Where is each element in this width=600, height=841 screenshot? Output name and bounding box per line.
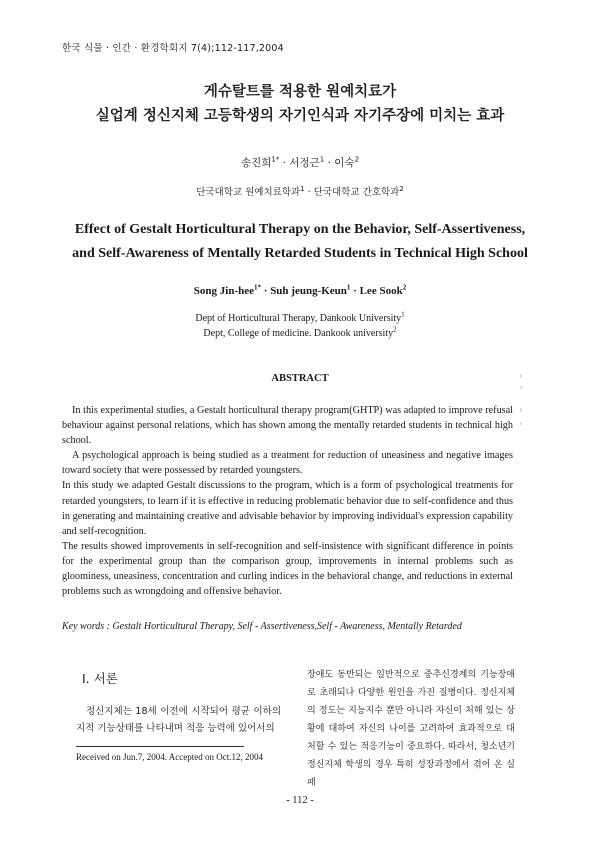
korean-title-line-1: 게슈탈트를 적용한 원예치료가 [203,84,397,100]
affiliation-mark: 1 [300,184,305,193]
abstract-paragraph: In this study we adapted Gestalt discussions to the program, which is a form of psychological treatments for retarded youngsters, to learn if it is effective in reducing problematic behavior due to self-confidence and thus in generating and maintaining creative and advisable behavior by improving individual's expression capability and self-recognition. [62,480,513,537]
author-name: Suh jeung-Keun [270,285,347,297]
author-affiliation-mark: 2 [402,283,407,292]
english-title-line-2: and Self-Awareness of Mentally Retarded Students in Technical High School [72,246,528,261]
english-affiliation-1 [0,310,600,324]
abstract-paragraph: The results showed improvements in self-recognition and self-insistence with significant difference in points for the experimental group than the comparison group, improvements in internal problems such as gloominess, uneasiness, concentration and curling indices in the behavioral change, and reductions in external problems such as wrongdoing and offensive behavior. [62,540,513,598]
keywords: Key words : Gestalt Horticultural Therapy, Self - Assertiveness,Self - Awareness, Mentally Retarded [62,621,462,632]
section-heading-introduction: Ⅰ. 서론 [82,671,118,686]
english-title-line-1: Effect of Gestalt Horticultural Therapy on the Behavior, Self-Assertiveness, [74,222,526,237]
korean-title-line-2: 실업계 정신지체 고등학생의 자기인식과 자기주장에 미치는 효과 [95,108,505,124]
author-name: 서정근 [289,157,320,169]
author-separator: · [350,285,360,297]
received-footnote: Received on Jun.7, 2004. Accepted on Oct.12, 2004 [76,752,263,762]
korean-affiliations [0,184,600,198]
affiliation-separator: · [304,187,314,198]
affiliation-mark: 2 [393,325,397,334]
affiliation: Dept of Horticultural Therapy, Dankook University [195,313,402,324]
korean-authors [0,155,600,170]
affiliation: 단국대학교 원예치료학과 [196,187,301,198]
author-affiliation-mark: 1* [271,155,280,164]
author-affiliation-mark: 1 [319,155,325,164]
abstract-paragraph: In this experimental studies, a Gestalt horticultural therapy program(GHTP) was adapted to improve refusal behaviour against personal relations, which has shown among the mentally retarded students in technical high school. [62,405,513,447]
author-separator: · [279,157,290,169]
author-affiliation-mark: 1* [254,283,262,292]
author-name: 송진희 [240,157,272,169]
author-separator: · [261,285,271,297]
author-affiliation-mark: 2 [354,155,360,164]
body-column-left: 정신지체는 18세 이전에 시작되어 평균 이하의 지적 기능상태를 나타내며 적응 능력에 있어서의 [76,706,281,734]
author-separator: · [324,157,335,169]
author-name: 이숙 [334,157,355,169]
abstract-paragraph: A psychological approach is being studied as a treatment for reduction of uneasiness and negative images toward society that were possessed by retarded youngsters. [62,450,513,477]
affiliation-mark: 2 [399,184,404,193]
english-affiliation-2 [0,325,600,339]
author-name: Lee Sook [359,285,403,297]
journal-header: 한국 식물 · 인간 · 환경학회지 7(4);112-117,2004 [62,43,284,54]
abstract-heading: ABSTRACT [271,373,329,384]
body-column-right: 장애도 동반되는 일반적으로 중추신경계의 기능장애로 초래되나 다양한 원인을 가진 질병이다. 정신지체의 정도는 지능지수 뿐만 아니라 자신이 처해 있는 상황에 대하여 자신의 나이를 고려하여 효과적으로 대처할 수 있는 적응기능이 중요하다. 따라서, 청소년기 정신지체 학생의 경우 특히 성장과정에서 겪어 온 실패 [307,670,515,788]
affiliation-mark: 1 [401,310,405,319]
affiliation: Dept, College of medicine. Dankook university [203,328,394,339]
page-number: - 112 - [286,795,314,806]
footnote-divider [76,746,244,747]
english-authors [0,285,600,297]
author-affiliation-mark: 1 [346,283,351,292]
affiliation: 단국대학교 간호학과 [313,187,400,198]
abstract-body [62,403,513,599]
author-name: Song Jin-hee [193,285,255,297]
scan-margin-marks [517,372,525,432]
